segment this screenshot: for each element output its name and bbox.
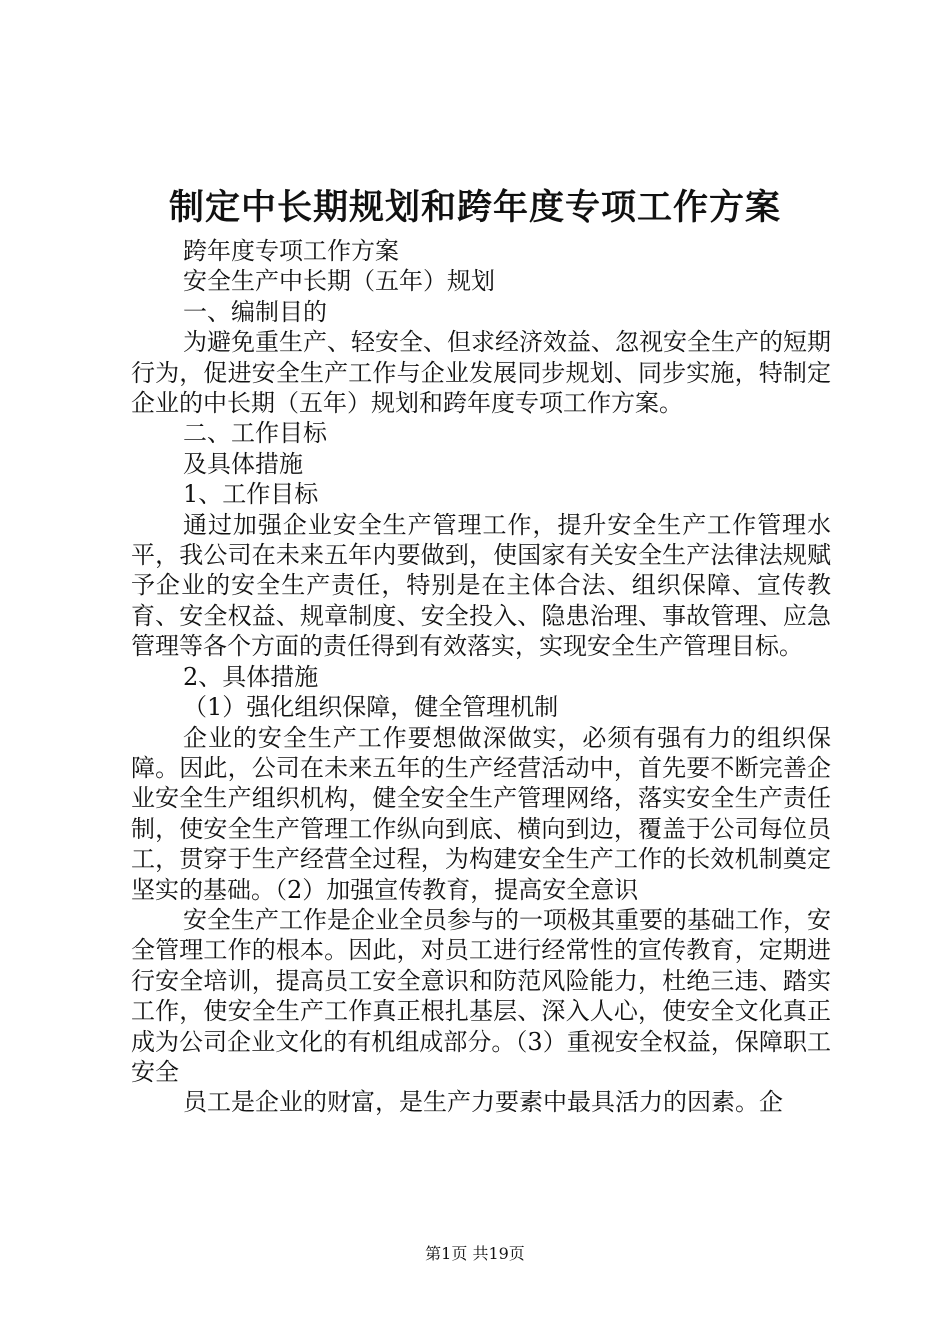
page-number: 第1页 共19页 bbox=[425, 1244, 525, 1263]
paragraph-subtitle: 跨年度专项工作方案 bbox=[183, 237, 399, 265]
document-title: 制定中长期规划和跨年度专项工作方案 bbox=[168, 187, 781, 228]
document-body bbox=[131, 236, 831, 1118]
subsection-heading-measures: 2、具体措施 bbox=[183, 662, 319, 691]
measure-heading-1: （1）强化组织保障，健全管理机制 bbox=[183, 693, 559, 722]
paragraph-purpose: 为避免重生产、轻安全、但求经济效益、忽视安全生产的短期行为，促进安全生产工作与企业发展同步规划、同步实施，特制定企业的中长期（五年）规划和跨年度专项工作方案。 bbox=[131, 328, 831, 418]
paragraph-measure-3: 员工是企业的财富，是生产力要素中最具活力的因素。企 bbox=[183, 1088, 783, 1117]
paragraph-goals: 通过加强企业安全生产管理工作，提升安全生产工作管理水平，我公司在未来五年内要做到，使国家有关安全生产法律法规赋予企业的安全生产责任，特别是在主体合法、组织保障、宣传教育、安全权益、规章制度、安全投入、隐患治理、事故管理、应急管理等各个方面的责任得到有效落实，实现安全生产管理目标。 bbox=[131, 510, 831, 661]
section-heading-goals: 二、工作目标 bbox=[183, 419, 327, 448]
section-heading-measures: 及具体措施 bbox=[183, 449, 303, 478]
section-heading-purpose: 一、编制目的 bbox=[183, 297, 327, 326]
paragraph-plan-heading: 安全生产中长期（五年）规划 bbox=[183, 267, 495, 296]
subsection-heading-goals: 1、工作目标 bbox=[183, 480, 319, 509]
paragraph-measure-2: 安全生产工作是企业全员参与的一项极其重要的基础工作，安全管理工作的根本。因此，对员工进行经常性的宣传教育，定期进行安全培训，提高员工安全意识和防范风险能力，杜绝三违、踏实工作，使安全生产工作真正根扎基层、深入人心，使安全文化真正成为公司企业文化的有机组成部分。（3）重视安全权益，保障职工安全 bbox=[131, 905, 831, 1086]
paragraph-measure-1: 企业的安全生产工作要想做深做实，必须有强有力的组织保障。因此，公司在未来五年的生产经营活动中，首先要不断完善企业安全生产组织机构，健全安全生产管理网络，落实安全生产责任制，使安全生产管理工作纵向到底、横向到边，覆盖于公司每位员工，贯穿于生产经营全过程，为构建安全生产工作的长效机制奠定坚实的基础。（2）加强宣传教育，提高安全意识 bbox=[131, 723, 831, 904]
